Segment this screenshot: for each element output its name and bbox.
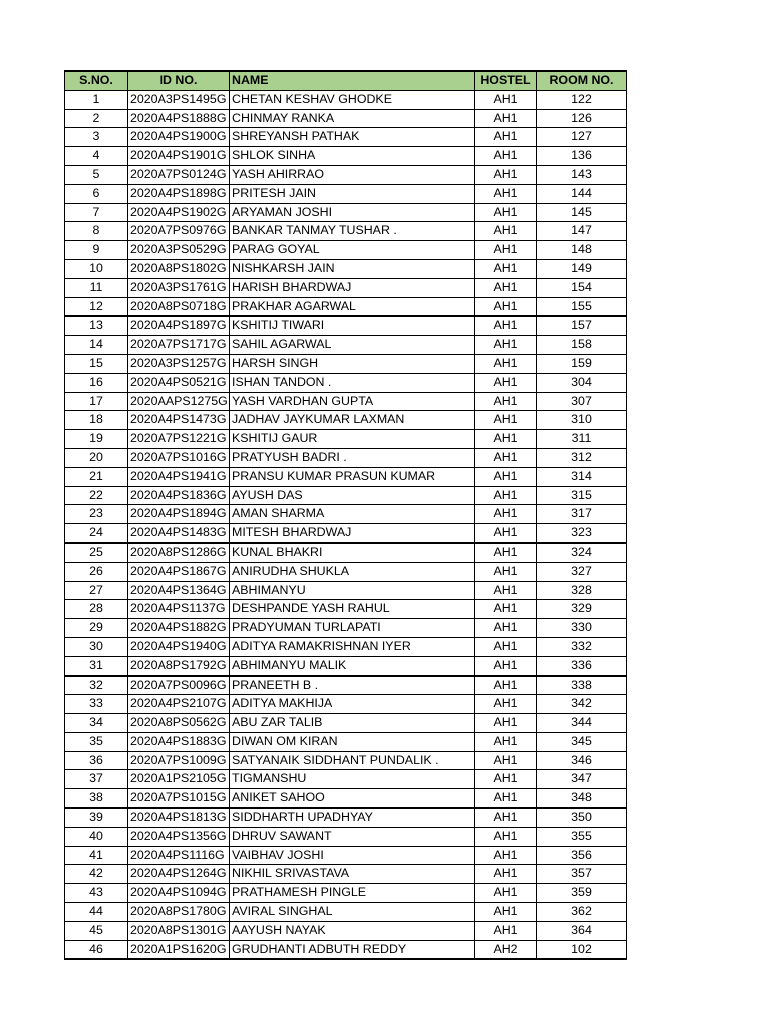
cell-sno: 43 <box>65 884 128 903</box>
cell-room: 330 <box>537 619 627 638</box>
cell-name: ANIRUDHA SHUKLA <box>230 562 475 581</box>
cell-id: 2020A3PS1761G <box>128 278 230 297</box>
cell-room: 338 <box>537 676 627 695</box>
table-row <box>65 695 627 714</box>
cell-hostel: AH1 <box>475 354 537 373</box>
table-row <box>65 884 627 903</box>
cell-hostel: AH1 <box>475 392 537 411</box>
table-row <box>65 222 627 241</box>
cell-room: 154 <box>537 278 627 297</box>
cell-sno: 12 <box>65 297 128 316</box>
cell-id: 2020A1PS1620G <box>128 940 230 959</box>
cell-hostel: AH1 <box>475 846 537 865</box>
cell-sno: 11 <box>65 278 128 297</box>
cell-name: ABHIMANYU <box>230 581 475 600</box>
table-body <box>65 90 627 959</box>
cell-sno: 32 <box>65 676 128 695</box>
cell-hostel: AH1 <box>475 808 537 827</box>
header-id: ID NO. <box>128 71 230 90</box>
cell-id: 2020A4PS0521G <box>128 373 230 392</box>
cell-id: 2020A4PS1356G <box>128 827 230 846</box>
cell-sno: 3 <box>65 128 128 147</box>
table-row <box>65 600 627 619</box>
cell-id: 2020A8PS1780G <box>128 903 230 922</box>
cell-name: NISHKARSH JAIN <box>230 259 475 278</box>
table-row <box>65 751 627 770</box>
table-row <box>65 354 627 373</box>
cell-name: SHREYANSH PATHAK <box>230 128 475 147</box>
cell-hostel: AH1 <box>475 543 537 562</box>
cell-sno: 41 <box>65 846 128 865</box>
cell-id: 2020A8PS1802G <box>128 259 230 278</box>
header-row <box>65 71 627 90</box>
cell-hostel: AH1 <box>475 656 537 675</box>
cell-name: BANKAR TANMAY TUSHAR . <box>230 222 475 241</box>
table-row <box>65 581 627 600</box>
table-row <box>65 921 627 940</box>
cell-hostel: AH1 <box>475 184 537 203</box>
cell-hostel: AH1 <box>475 903 537 922</box>
cell-id: 2020AAPS1275G <box>128 392 230 411</box>
cell-room: 324 <box>537 543 627 562</box>
table-row <box>65 940 627 959</box>
cell-sno: 9 <box>65 241 128 260</box>
cell-hostel: AH1 <box>475 524 537 543</box>
cell-hostel: AH1 <box>475 448 537 467</box>
cell-name: YASH AHIRRAO <box>230 165 475 184</box>
table-row <box>65 903 627 922</box>
cell-name: HARISH BHARDWAJ <box>230 278 475 297</box>
cell-room: 148 <box>537 241 627 260</box>
table-row <box>65 732 627 751</box>
cell-id: 2020A4PS1483G <box>128 524 230 543</box>
table-row <box>65 789 627 808</box>
cell-room: 357 <box>537 865 627 884</box>
cell-id: 2020A4PS1813G <box>128 808 230 827</box>
table-row <box>65 865 627 884</box>
cell-sno: 40 <box>65 827 128 846</box>
cell-name: ADITYA MAKHIJA <box>230 695 475 714</box>
cell-id: 2020A4PS1902G <box>128 203 230 222</box>
cell-id: 2020A7PS1015G <box>128 789 230 808</box>
table-row <box>65 184 627 203</box>
cell-sno: 24 <box>65 524 128 543</box>
cell-room: 122 <box>537 90 627 109</box>
cell-hostel: AH1 <box>475 411 537 430</box>
cell-room: 127 <box>537 128 627 147</box>
cell-name: DESHPANDE YASH RAHUL <box>230 600 475 619</box>
cell-name: ISHAN TANDON . <box>230 373 475 392</box>
table-row <box>65 448 627 467</box>
cell-room: 336 <box>537 656 627 675</box>
cell-room: 356 <box>537 846 627 865</box>
cell-sno: 37 <box>65 770 128 789</box>
cell-id: 2020A3PS1257G <box>128 354 230 373</box>
cell-hostel: AH1 <box>475 695 537 714</box>
cell-room: 362 <box>537 903 627 922</box>
cell-hostel: AH1 <box>475 430 537 449</box>
cell-hostel: AH1 <box>475 147 537 166</box>
cell-id: 2020A4PS1882G <box>128 619 230 638</box>
cell-hostel: AH1 <box>475 751 537 770</box>
table-row <box>65 259 627 278</box>
cell-name: NIKHIL SRIVASTAVA <box>230 865 475 884</box>
cell-sno: 13 <box>65 316 128 335</box>
cell-name: CHINMAY RANKA <box>230 109 475 128</box>
cell-hostel: AH1 <box>475 600 537 619</box>
cell-sno: 46 <box>65 940 128 959</box>
table-row <box>65 165 627 184</box>
cell-name: ARYAMAN JOSHI <box>230 203 475 222</box>
cell-sno: 42 <box>65 865 128 884</box>
cell-name: AMAN SHARMA <box>230 505 475 524</box>
cell-hostel: AH1 <box>475 562 537 581</box>
cell-name: VAIBHAV JOSHI <box>230 846 475 865</box>
cell-name: SIDDHARTH UPADHYAY <box>230 808 475 827</box>
cell-room: 345 <box>537 732 627 751</box>
cell-id: 2020A7PS1016G <box>128 448 230 467</box>
cell-room: 317 <box>537 505 627 524</box>
cell-room: 149 <box>537 259 627 278</box>
cell-room: 136 <box>537 147 627 166</box>
header-hostel: HOSTEL <box>475 71 537 90</box>
cell-id: 2020A4PS2107G <box>128 695 230 714</box>
table-row <box>65 109 627 128</box>
cell-id: 2020A7PS0124G <box>128 165 230 184</box>
cell-room: 147 <box>537 222 627 241</box>
table-row <box>65 316 627 335</box>
cell-room: 310 <box>537 411 627 430</box>
cell-id: 2020A4PS1094G <box>128 884 230 903</box>
table-row <box>65 524 627 543</box>
cell-room: 348 <box>537 789 627 808</box>
cell-hostel: AH1 <box>475 128 537 147</box>
cell-id: 2020A7PS1717G <box>128 336 230 355</box>
cell-room: 307 <box>537 392 627 411</box>
cell-id: 2020A4PS1941G <box>128 467 230 486</box>
cell-hostel: AH1 <box>475 505 537 524</box>
cell-id: 2020A4PS1264G <box>128 865 230 884</box>
cell-name: CHETAN KESHAV GHODKE <box>230 90 475 109</box>
table-row <box>65 297 627 316</box>
cell-sno: 30 <box>65 637 128 656</box>
cell-id: 2020A7PS0976G <box>128 222 230 241</box>
cell-id: 2020A4PS1836G <box>128 486 230 505</box>
cell-name: PRANEETH B . <box>230 676 475 695</box>
cell-hostel: AH1 <box>475 714 537 733</box>
cell-hostel: AH2 <box>475 940 537 959</box>
cell-sno: 18 <box>65 411 128 430</box>
cell-name: TIGMANSHU <box>230 770 475 789</box>
cell-id: 2020A3PS1495G <box>128 90 230 109</box>
cell-sno: 31 <box>65 656 128 675</box>
cell-id: 2020A4PS1364G <box>128 581 230 600</box>
cell-id: 2020A8PS0562G <box>128 714 230 733</box>
cell-sno: 35 <box>65 732 128 751</box>
cell-sno: 28 <box>65 600 128 619</box>
cell-hostel: AH1 <box>475 259 537 278</box>
cell-sno: 29 <box>65 619 128 638</box>
cell-name: SATYANAIK SIDDHANT PUNDALIK . <box>230 751 475 770</box>
cell-id: 2020A4PS1900G <box>128 128 230 147</box>
cell-name: PRATHAMESH PINGLE <box>230 884 475 903</box>
table-row <box>65 203 627 222</box>
cell-name: ABHIMANYU MALIK <box>230 656 475 675</box>
cell-room: 312 <box>537 448 627 467</box>
cell-name: PRADYUMAN TURLAPATI <box>230 619 475 638</box>
cell-name: AVIRAL SINGHAL <box>230 903 475 922</box>
cell-id: 2020A4PS1867G <box>128 562 230 581</box>
cell-room: 346 <box>537 751 627 770</box>
table-row <box>65 656 627 675</box>
table-row <box>65 430 627 449</box>
cell-sno: 6 <box>65 184 128 203</box>
header-sno: S.NO. <box>65 71 128 90</box>
cell-room: 344 <box>537 714 627 733</box>
cell-name: ADITYA RAMAKRISHNAN IYER <box>230 637 475 656</box>
cell-name: SAHIL AGARWAL <box>230 336 475 355</box>
cell-id: 2020A8PS0718G <box>128 297 230 316</box>
table-row <box>65 278 627 297</box>
table-row <box>65 827 627 846</box>
cell-room: 364 <box>537 921 627 940</box>
table-row <box>65 486 627 505</box>
cell-room: 144 <box>537 184 627 203</box>
hostel-allotment-table <box>64 70 627 960</box>
table-row <box>65 770 627 789</box>
cell-room: 159 <box>537 354 627 373</box>
cell-sno: 21 <box>65 467 128 486</box>
header-room: ROOM NO. <box>537 71 627 90</box>
cell-sno: 15 <box>65 354 128 373</box>
cell-hostel: AH1 <box>475 165 537 184</box>
table-row <box>65 128 627 147</box>
cell-room: 359 <box>537 884 627 903</box>
cell-sno: 38 <box>65 789 128 808</box>
cell-hostel: AH1 <box>475 619 537 638</box>
cell-sno: 23 <box>65 505 128 524</box>
cell-room: 350 <box>537 808 627 827</box>
cell-name: DIWAN OM KIRAN <box>230 732 475 751</box>
cell-id: 2020A4PS1883G <box>128 732 230 751</box>
cell-id: 2020A1PS2105G <box>128 770 230 789</box>
cell-name: PRATYUSH BADRI . <box>230 448 475 467</box>
cell-id: 2020A4PS1888G <box>128 109 230 128</box>
cell-hostel: AH1 <box>475 222 537 241</box>
cell-room: 145 <box>537 203 627 222</box>
cell-hostel: AH1 <box>475 770 537 789</box>
cell-name: KSHITIJ GAUR <box>230 430 475 449</box>
cell-room: 323 <box>537 524 627 543</box>
cell-name: PARAG GOYAL <box>230 241 475 260</box>
cell-name: AAYUSH NAYAK <box>230 921 475 940</box>
cell-sno: 45 <box>65 921 128 940</box>
table-row <box>65 619 627 638</box>
header-name: NAME <box>230 71 475 90</box>
cell-room: 327 <box>537 562 627 581</box>
cell-name: PRAKHAR AGARWAL <box>230 297 475 316</box>
cell-hostel: AH1 <box>475 827 537 846</box>
cell-id: 2020A4PS1894G <box>128 505 230 524</box>
cell-hostel: AH1 <box>475 884 537 903</box>
cell-name: YASH VARDHAN GUPTA <box>230 392 475 411</box>
cell-id: 2020A4PS1898G <box>128 184 230 203</box>
cell-id: 2020A3PS0529G <box>128 241 230 260</box>
cell-hostel: AH1 <box>475 373 537 392</box>
cell-sno: 33 <box>65 695 128 714</box>
cell-sno: 34 <box>65 714 128 733</box>
cell-name: PRITESH JAIN <box>230 184 475 203</box>
cell-hostel: AH1 <box>475 203 537 222</box>
cell-id: 2020A4PS1137G <box>128 600 230 619</box>
cell-id: 2020A4PS1473G <box>128 411 230 430</box>
cell-name: ABU ZAR TALIB <box>230 714 475 733</box>
cell-sno: 19 <box>65 430 128 449</box>
cell-room: 314 <box>537 467 627 486</box>
cell-hostel: AH1 <box>475 865 537 884</box>
cell-name: AYUSH DAS <box>230 486 475 505</box>
cell-sno: 44 <box>65 903 128 922</box>
cell-id: 2020A8PS1301G <box>128 921 230 940</box>
cell-room: 157 <box>537 316 627 335</box>
cell-sno: 25 <box>65 543 128 562</box>
cell-id: 2020A4PS1897G <box>128 316 230 335</box>
cell-hostel: AH1 <box>475 676 537 695</box>
table-header <box>65 71 627 90</box>
cell-room: 155 <box>537 297 627 316</box>
cell-name: HARSH SINGH <box>230 354 475 373</box>
cell-room: 342 <box>537 695 627 714</box>
cell-hostel: AH1 <box>475 486 537 505</box>
cell-room: 329 <box>537 600 627 619</box>
cell-room: 315 <box>537 486 627 505</box>
cell-id: 2020A7PS1221G <box>128 430 230 449</box>
cell-room: 143 <box>537 165 627 184</box>
table-row <box>65 467 627 486</box>
cell-sno: 7 <box>65 203 128 222</box>
cell-sno: 5 <box>65 165 128 184</box>
table-row <box>65 808 627 827</box>
cell-hostel: AH1 <box>475 789 537 808</box>
cell-room: 347 <box>537 770 627 789</box>
cell-id: 2020A4PS1116G <box>128 846 230 865</box>
cell-room: 304 <box>537 373 627 392</box>
cell-sno: 10 <box>65 259 128 278</box>
cell-name: DHRUV SAWANT <box>230 827 475 846</box>
table-row <box>65 562 627 581</box>
cell-hostel: AH1 <box>475 732 537 751</box>
cell-hostel: AH1 <box>475 581 537 600</box>
cell-name: GRUDHANTI ADBUTH REDDY <box>230 940 475 959</box>
cell-sno: 2 <box>65 109 128 128</box>
cell-hostel: AH1 <box>475 316 537 335</box>
table-row <box>65 373 627 392</box>
cell-sno: 26 <box>65 562 128 581</box>
cell-hostel: AH1 <box>475 109 537 128</box>
table-row <box>65 637 627 656</box>
cell-room: 102 <box>537 940 627 959</box>
cell-name: KUNAL BHAKRI <box>230 543 475 562</box>
cell-name: PRANSU KUMAR PRASUN KUMAR <box>230 467 475 486</box>
cell-sno: 1 <box>65 90 128 109</box>
cell-room: 311 <box>537 430 627 449</box>
cell-hostel: AH1 <box>475 921 537 940</box>
cell-room: 328 <box>537 581 627 600</box>
cell-sno: 39 <box>65 808 128 827</box>
cell-room: 126 <box>537 109 627 128</box>
cell-id: 2020A4PS1940G <box>128 637 230 656</box>
cell-sno: 17 <box>65 392 128 411</box>
cell-name: ANIKET SAHOO <box>230 789 475 808</box>
cell-id: 2020A7PS0096G <box>128 676 230 695</box>
table-row <box>65 676 627 695</box>
cell-sno: 14 <box>65 336 128 355</box>
cell-room: 355 <box>537 827 627 846</box>
cell-id: 2020A4PS1901G <box>128 147 230 166</box>
cell-sno: 22 <box>65 486 128 505</box>
cell-hostel: AH1 <box>475 336 537 355</box>
cell-hostel: AH1 <box>475 637 537 656</box>
cell-hostel: AH1 <box>475 467 537 486</box>
table-row <box>65 411 627 430</box>
cell-hostel: AH1 <box>475 241 537 260</box>
table-row <box>65 147 627 166</box>
table-row <box>65 714 627 733</box>
cell-name: JADHAV JAYKUMAR LAXMAN <box>230 411 475 430</box>
cell-id: 2020A8PS1792G <box>128 656 230 675</box>
cell-sno: 27 <box>65 581 128 600</box>
cell-sno: 16 <box>65 373 128 392</box>
table-row <box>65 392 627 411</box>
cell-sno: 20 <box>65 448 128 467</box>
cell-name: KSHITIJ TIWARI <box>230 316 475 335</box>
cell-sno: 4 <box>65 147 128 166</box>
table-row <box>65 90 627 109</box>
cell-hostel: AH1 <box>475 297 537 316</box>
cell-name: SHLOK SINHA <box>230 147 475 166</box>
table-row <box>65 336 627 355</box>
cell-sno: 36 <box>65 751 128 770</box>
table-row <box>65 241 627 260</box>
cell-hostel: AH1 <box>475 278 537 297</box>
cell-name: MITESH BHARDWAJ <box>230 524 475 543</box>
table-row <box>65 543 627 562</box>
cell-id: 2020A8PS1286G <box>128 543 230 562</box>
cell-room: 332 <box>537 637 627 656</box>
cell-sno: 8 <box>65 222 128 241</box>
cell-hostel: AH1 <box>475 90 537 109</box>
table-row <box>65 505 627 524</box>
table-row <box>65 846 627 865</box>
cell-id: 2020A7PS1009G <box>128 751 230 770</box>
cell-room: 158 <box>537 336 627 355</box>
